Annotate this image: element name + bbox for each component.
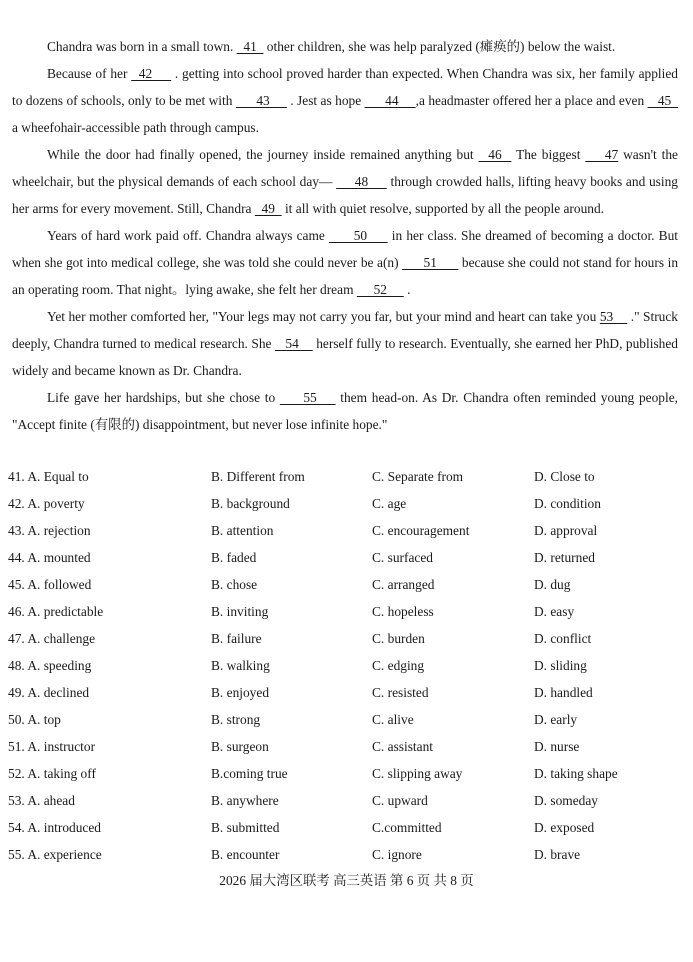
option-c xyxy=(372,685,429,701)
option-row xyxy=(8,761,684,788)
option-b xyxy=(211,550,256,566)
option-text: D. returned xyxy=(534,550,595,565)
option-text: C. ignore xyxy=(372,847,422,862)
option-a xyxy=(8,658,91,674)
question-number: 55. xyxy=(8,847,25,862)
option-b xyxy=(211,739,269,755)
option-d xyxy=(534,685,593,701)
option-c xyxy=(372,550,433,566)
option-text: A. top xyxy=(27,712,61,727)
option-row xyxy=(8,572,684,599)
option-b xyxy=(211,496,290,512)
passage-text: them head-on. As Dr. Chandra often reminded young people, "Accept finite (有限的) disappointment, but never lose infinite hope." xyxy=(12,390,678,432)
blank-number: 49 xyxy=(254,201,282,216)
option-d xyxy=(534,847,580,863)
option-c xyxy=(372,712,414,728)
option-c xyxy=(372,631,425,647)
option-text: A. predictable xyxy=(27,604,104,619)
option-b xyxy=(211,685,269,701)
passage-text: The biggest xyxy=(511,147,586,162)
question-number: 50. xyxy=(8,712,25,727)
option-text: A. rejection xyxy=(27,523,91,538)
passage-paragraph xyxy=(12,384,678,438)
option-row xyxy=(8,518,684,545)
option-b xyxy=(211,847,279,863)
option-a xyxy=(8,820,101,836)
option-text: B. faded xyxy=(211,550,257,565)
option-text: C. burden xyxy=(372,631,425,646)
option-row xyxy=(8,680,684,707)
option-d xyxy=(534,469,595,485)
blank-number: 42 xyxy=(131,66,172,81)
blank-number: 43 xyxy=(235,93,287,108)
question-number: 42. xyxy=(8,496,25,511)
blank-number: 53 xyxy=(599,309,628,324)
option-a xyxy=(8,523,91,539)
option-a xyxy=(8,496,85,512)
option-text: D. condition xyxy=(534,496,601,511)
option-text: B. failure xyxy=(211,631,262,646)
option-text: C. upward xyxy=(372,793,428,808)
option-text: A. challenge xyxy=(27,631,96,646)
option-d xyxy=(534,658,587,674)
option-text: D. taking shape xyxy=(534,766,618,781)
option-text: B. encounter xyxy=(211,847,280,862)
option-text: D. brave xyxy=(534,847,581,862)
option-c xyxy=(372,847,422,863)
option-text: C. hopeless xyxy=(372,604,434,619)
option-row xyxy=(8,788,684,815)
passage-paragraph xyxy=(12,303,678,384)
option-c xyxy=(372,496,406,512)
passage-text: herself fully to research. Eventually, she earned her PhD, published widely and became known as Dr. Chandra. xyxy=(12,336,678,378)
option-text: C. alive xyxy=(372,712,414,727)
option-text: B. strong xyxy=(211,712,261,727)
blank-number: 48 xyxy=(336,174,387,189)
option-text: A. taking off xyxy=(27,766,96,781)
option-b xyxy=(211,658,270,674)
question-number: 52. xyxy=(8,766,25,781)
blank-number: 41 xyxy=(236,39,264,54)
option-row xyxy=(8,491,684,518)
option-text: D. conflict xyxy=(534,631,592,646)
option-d xyxy=(534,793,598,809)
cloze-passage xyxy=(12,33,678,438)
question-number: 43. xyxy=(8,523,25,538)
option-c xyxy=(372,793,428,809)
option-text: A. followed xyxy=(27,577,92,592)
blank-number: 52 xyxy=(356,282,404,297)
option-row xyxy=(8,707,684,734)
option-c xyxy=(372,469,463,485)
option-text: B. chose xyxy=(211,577,258,592)
option-text: A. Equal to xyxy=(27,469,89,484)
option-row xyxy=(8,842,684,869)
option-a xyxy=(8,793,75,809)
passage-paragraph xyxy=(12,141,678,222)
question-number: 49. xyxy=(8,685,25,700)
passage-text: Chandra was born in a small town. xyxy=(47,39,237,54)
passage-text: because she could not stand for hours in an operating room. That night。lying awake, she felt her dream xyxy=(12,255,679,297)
option-b xyxy=(211,577,257,593)
question-number: 47. xyxy=(8,631,25,646)
option-a xyxy=(8,631,95,647)
option-a xyxy=(8,712,61,728)
option-d xyxy=(534,604,574,620)
option-text: B. attention xyxy=(211,523,274,538)
option-text: D. someday xyxy=(534,793,598,808)
option-d xyxy=(534,496,601,512)
option-d xyxy=(534,739,579,755)
passage-text: . xyxy=(403,282,411,297)
option-c xyxy=(372,739,433,755)
option-row xyxy=(8,734,684,761)
question-number: 51. xyxy=(8,739,25,754)
option-b xyxy=(211,523,273,539)
option-text: A. instructor xyxy=(27,739,96,754)
option-a xyxy=(8,739,95,755)
option-row xyxy=(8,815,684,842)
passage-text: ." Struck deeply, Chandra turned to medical research. She xyxy=(12,309,678,351)
option-c xyxy=(372,820,442,836)
question-number: 54. xyxy=(8,820,25,835)
option-text: A. speeding xyxy=(27,658,92,673)
option-row xyxy=(8,545,684,572)
option-text: D. nurse xyxy=(534,739,580,754)
blank-number: 46 xyxy=(478,147,512,162)
option-text: A. ahead xyxy=(27,793,75,808)
option-a xyxy=(8,550,91,566)
passage-text: a wheefohair-accessible path through campus. xyxy=(12,120,259,135)
option-text: A. experience xyxy=(27,847,102,862)
option-text: C. arranged xyxy=(372,577,435,592)
passage-text: Because of her xyxy=(47,66,132,81)
option-text: D. exposed xyxy=(534,820,595,835)
option-text: D. dug xyxy=(534,577,571,592)
option-text: B. surgeon xyxy=(211,739,269,754)
option-text: C. resisted xyxy=(372,685,429,700)
option-c xyxy=(372,766,462,782)
passage-text: Years of hard work paid off. Chandra always came xyxy=(47,228,329,243)
option-text: D. early xyxy=(534,712,578,727)
option-text: C. Separate from xyxy=(372,469,464,484)
page-footer: 2026 届大湾区联考 高三英语 第 6 页 共 8 页 xyxy=(219,873,474,888)
option-text: C. assistant xyxy=(372,739,434,754)
option-row xyxy=(8,626,684,653)
option-text: B. walking xyxy=(211,658,270,673)
option-text: B. anywhere xyxy=(211,793,279,808)
option-d xyxy=(534,550,595,566)
option-text: C. age xyxy=(372,496,407,511)
question-number: 46. xyxy=(8,604,25,619)
passage-text: Life gave her hardships, but she chose to xyxy=(47,390,280,405)
option-b xyxy=(211,604,268,620)
option-text: B.coming true xyxy=(211,766,288,781)
option-text: B. inviting xyxy=(211,604,269,619)
option-text: B. background xyxy=(211,496,290,511)
question-number: 45. xyxy=(8,577,25,592)
option-b xyxy=(211,820,279,836)
option-text: C. slipping away xyxy=(372,766,463,781)
option-d xyxy=(534,712,577,728)
passage-text: it all with quiet resolve, supported by all the people around. xyxy=(281,201,605,216)
question-number: 53. xyxy=(8,793,25,808)
option-text: B. Different from xyxy=(211,469,305,484)
passage-paragraph xyxy=(12,222,678,303)
option-d xyxy=(534,766,618,782)
option-b xyxy=(211,469,305,485)
blank-number: 50 xyxy=(328,228,388,243)
option-c xyxy=(372,658,424,674)
option-a xyxy=(8,685,89,701)
option-a xyxy=(8,766,96,782)
passage-text: other children, she was help paralyzed (瘫痪的) below the waist. xyxy=(263,39,616,54)
passage-paragraph xyxy=(12,60,678,141)
answer-options xyxy=(8,464,684,869)
option-text: D. Close to xyxy=(534,469,595,484)
option-c xyxy=(372,604,434,620)
passage-text: ,a headmaster offered her a place and even xyxy=(415,93,648,108)
option-text: B. submitted xyxy=(211,820,280,835)
passage-text: . Jest as hope xyxy=(286,93,365,108)
blank-number: 44 xyxy=(364,93,416,108)
option-d xyxy=(534,631,591,647)
question-number: 41. xyxy=(8,469,25,484)
blank-number: 47 xyxy=(585,147,619,162)
passage-paragraph xyxy=(12,33,678,60)
option-row xyxy=(8,653,684,680)
option-d xyxy=(534,523,597,539)
option-a xyxy=(8,604,103,620)
passage-text: Yet her mother comforted her, "Your legs may not carry you far, but your mind and heart can take you xyxy=(47,309,600,324)
passage-text: through crowded halls, lifting heavy books and using her arms for every movement. Still, Chandra xyxy=(12,174,679,216)
option-text: D. sliding xyxy=(534,658,587,673)
blank-number: 54 xyxy=(274,336,313,351)
passage-text: wasn't the wheelchair, but the physical demands of each school day— xyxy=(12,147,679,189)
option-text: C. surfaced xyxy=(372,550,433,565)
option-b xyxy=(211,766,288,782)
option-text: A. poverty xyxy=(27,496,85,511)
option-b xyxy=(211,712,260,728)
option-text: B. enjoyed xyxy=(211,685,270,700)
question-number: 48. xyxy=(8,658,25,673)
option-text: D. easy xyxy=(534,604,575,619)
option-c xyxy=(372,577,434,593)
blank-number: 55 xyxy=(279,390,336,405)
question-number: 44. xyxy=(8,550,25,565)
option-row xyxy=(8,599,684,626)
option-a xyxy=(8,847,102,863)
option-text: A. introduced xyxy=(27,820,101,835)
passage-text: While the door had finally opened, the journey inside remained anything but xyxy=(47,147,479,162)
option-d xyxy=(534,820,594,836)
option-b xyxy=(211,793,279,809)
option-text: D. approval xyxy=(534,523,598,538)
blank-number: 45 xyxy=(647,93,679,108)
option-b xyxy=(211,631,262,647)
option-a xyxy=(8,577,91,593)
option-row xyxy=(8,464,684,491)
option-text: A. mounted xyxy=(27,550,91,565)
passage-text: in her class. She dreamed of becoming a doctor. But when she got into medical college, she was told she could never be a(n) xyxy=(12,228,678,270)
passage-text: . getting into school proved harder than expected. When Chandra was six, her family applied to dozens of schools, only to be met with xyxy=(12,66,678,108)
option-c xyxy=(372,523,469,539)
blank-number: 51 xyxy=(402,255,459,270)
option-text: C. encouragement xyxy=(372,523,470,538)
option-d xyxy=(534,577,570,593)
option-text: C. edging xyxy=(372,658,425,673)
option-text: C.committed xyxy=(372,820,442,835)
option-text: D. handled xyxy=(534,685,593,700)
option-text: A. declined xyxy=(27,685,90,700)
option-a xyxy=(8,469,89,485)
